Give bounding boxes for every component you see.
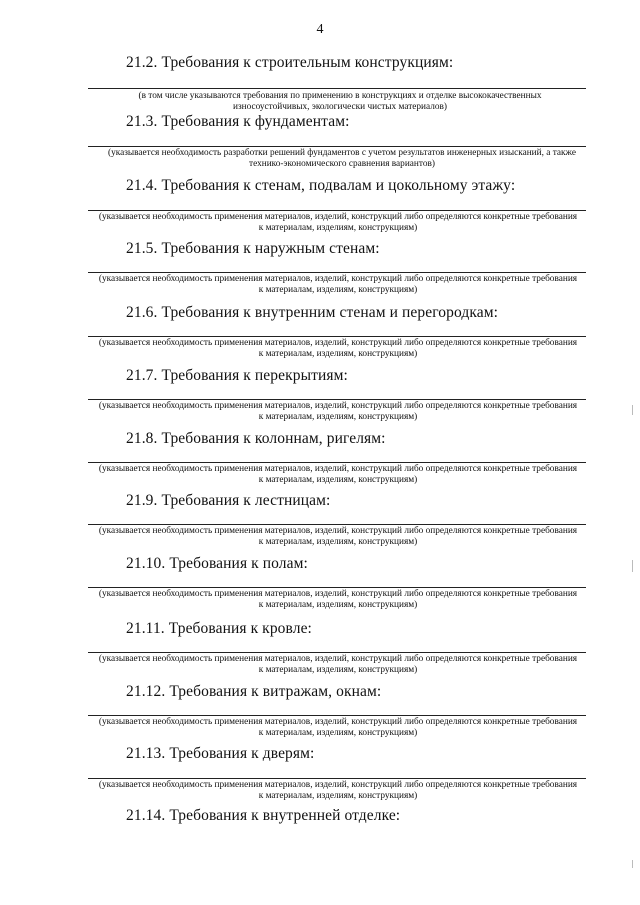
section-note xyxy=(82,780,594,801)
note-line-2: износоустойчивых, экологически чистых материалов) xyxy=(232,101,448,112)
fill-in-line xyxy=(88,399,586,400)
note-line-2: к материалам, изделиям, конструкциям) xyxy=(258,222,418,233)
note-line-2: к материалам, изделиям, конструкциям) xyxy=(258,664,418,675)
fill-in-line xyxy=(88,778,586,779)
section-note xyxy=(82,464,594,485)
note-line-2: к материалам, изделиям, конструкциям) xyxy=(258,790,418,801)
section-note xyxy=(82,401,594,422)
scan-edge-mark xyxy=(632,560,633,572)
note-line-1: (указывается необходимость применения материалов, изделий, конструкций либо определяются конкретные требования xyxy=(98,274,578,284)
fill-in-line xyxy=(88,524,586,525)
fill-in-line xyxy=(88,88,586,89)
note-line-1: (указывается необходимость применения материалов, изделий, конструкций либо определяются конкретные требования xyxy=(98,717,578,727)
page-number: 4 xyxy=(316,22,324,37)
note-line-2: к материалам, изделиям, конструкциям) xyxy=(258,599,418,610)
fill-in-line xyxy=(88,336,586,337)
note-line-1: (указывается необходимость применения материалов, изделий, конструкций либо определяются конкретные требования xyxy=(98,338,578,348)
section-note xyxy=(82,526,594,547)
section-heading: 21.9. Требования к лестницам: xyxy=(126,492,331,509)
fill-in-line xyxy=(88,272,586,273)
note-line-2: к материалам, изделиям, конструкциям) xyxy=(258,411,418,422)
section-heading: 21.12. Требования к витражам, окнам: xyxy=(126,683,382,700)
section-heading: 21.4. Требования к стенам, подвалам и цокольному этажу: xyxy=(126,177,516,194)
section-note xyxy=(82,274,594,295)
note-line-2: к материалам, изделиям, конструкциям) xyxy=(258,348,418,359)
fill-in-line xyxy=(88,210,586,211)
note-line-2: к материалам, изделиям, конструкциям) xyxy=(258,536,418,547)
note-line-1: (указывается необходимость применения материалов, изделий, конструкций либо определяются конкретные требования xyxy=(98,780,578,790)
section-heading: 21.3. Требования к фундаментам: xyxy=(126,113,350,130)
note-line-1: (указывается необходимость применения материалов, изделий, конструкций либо определяются конкретные требования xyxy=(98,526,578,536)
section-heading: 21.10. Требования к полам: xyxy=(126,555,308,572)
note-line-1: (указывается необходимость применения материалов, изделий, конструкций либо определяются конкретные требования xyxy=(98,212,578,222)
fill-in-line xyxy=(88,462,586,463)
scan-edge-mark xyxy=(632,860,633,868)
note-line-1: (указывается необходимость применения материалов, изделий, конструкций либо определяются конкретные требования xyxy=(98,589,578,599)
section-heading: 21.7. Требования к перекрытиям: xyxy=(126,367,348,384)
note-line-1: (указывается необходимость применения материалов, изделий, конструкций либо определяются конкретные требования xyxy=(98,464,578,474)
note-line-2: к материалам, изделиям, конструкциям) xyxy=(258,474,418,485)
note-line-1: (указывается необходимость применения материалов, изделий, конструкций либо определяются конкретные требования xyxy=(98,401,578,411)
note-line-1: (в том числе указываются требования по применению в конструкциях и отделке высококачественных xyxy=(138,91,542,101)
section-heading: 21.14. Требования к внутренней отделке: xyxy=(126,807,401,824)
section-heading: 21.5. Требования к наружным стенам: xyxy=(126,240,380,257)
scan-edge-mark xyxy=(632,405,633,415)
section-note xyxy=(82,589,594,610)
section-heading: 21.8. Требования к колоннам, ригелям: xyxy=(126,430,386,447)
section-heading: 21.11. Требования к кровле: xyxy=(126,620,312,637)
section-note xyxy=(92,148,592,169)
section-note xyxy=(120,91,560,112)
section-note xyxy=(82,717,594,738)
note-line-1: (указывается необходимость разработки решений фундаментов с учетом результатов инженерных изысканий, а также xyxy=(108,148,576,158)
section-heading: 21.6. Требования к внутренним стенам и перегородкам: xyxy=(126,304,499,321)
note-line-2: к материалам, изделиям, конструкциям) xyxy=(258,727,418,738)
section-heading: 21.2. Требования к строительным конструкциям: xyxy=(126,54,454,71)
note-line-2: технико-экономического сравнения вариантов) xyxy=(249,158,435,169)
section-note xyxy=(82,338,594,359)
section-note xyxy=(82,654,594,675)
fill-in-line xyxy=(88,652,586,653)
note-line-2: к материалам, изделиям, конструкциям) xyxy=(258,284,418,295)
fill-in-line xyxy=(88,587,586,588)
section-note xyxy=(82,212,594,233)
section-heading: 21.13. Требования к дверям: xyxy=(126,745,315,762)
note-line-1: (указывается необходимость применения материалов, изделий, конструкций либо определяются конкретные требования xyxy=(98,654,578,664)
fill-in-line xyxy=(88,715,586,716)
fill-in-line xyxy=(88,146,586,147)
